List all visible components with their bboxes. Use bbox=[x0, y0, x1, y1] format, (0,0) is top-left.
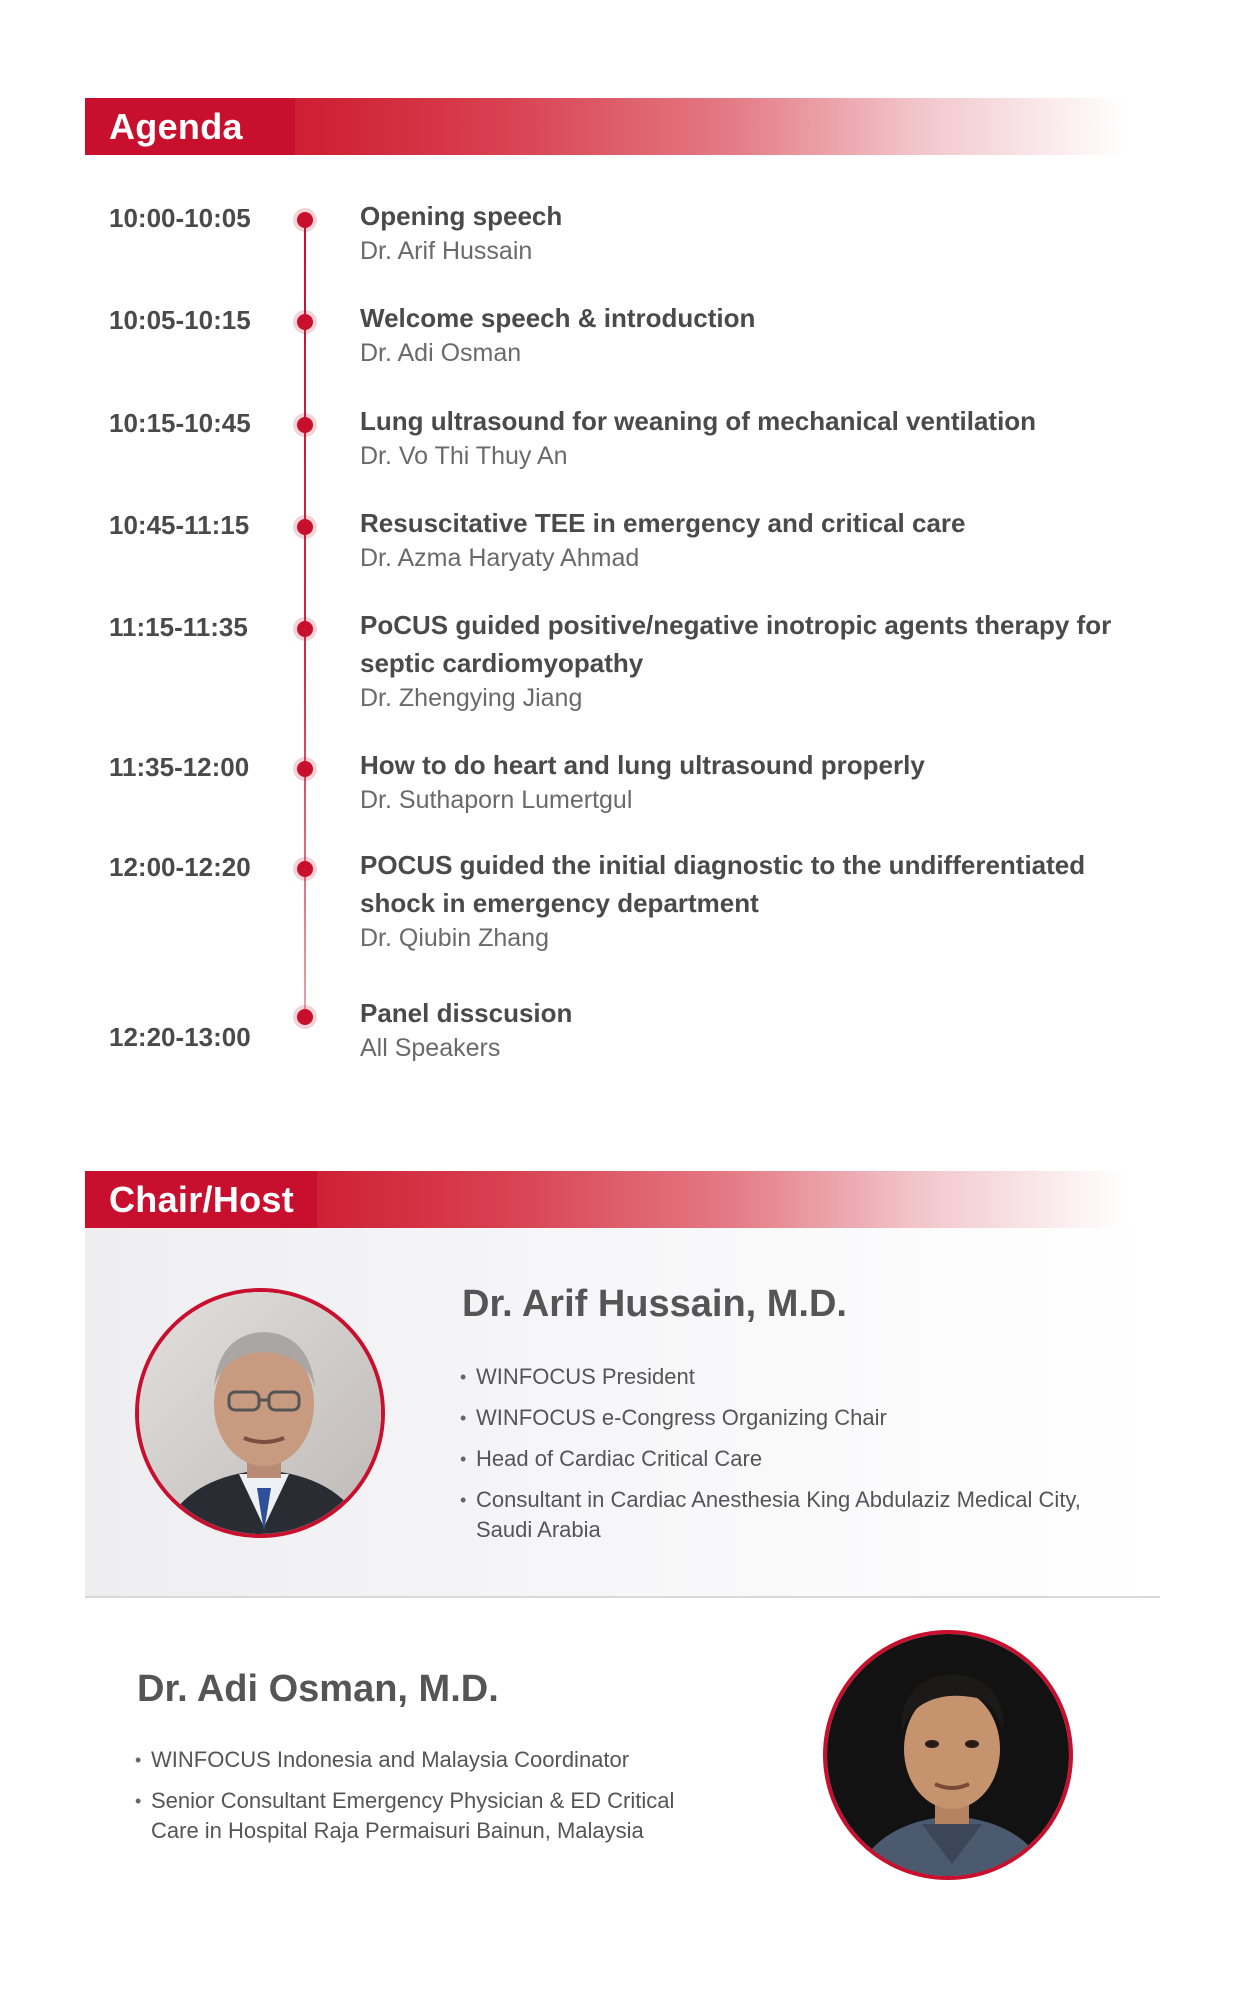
timeline-dot bbox=[297, 761, 313, 777]
timeline-dot bbox=[297, 314, 313, 330]
agenda-title: Opening speech bbox=[360, 201, 563, 231]
agenda-title: Lung ultrasound for weaning of mechanical ventilation bbox=[360, 406, 1037, 436]
timeline-dot bbox=[297, 1009, 313, 1025]
bullet-item: • Head of Cardiac Critical Care bbox=[460, 1444, 1130, 1474]
agenda-speaker: Dr. Adi Osman bbox=[360, 339, 522, 367]
agenda-speaker: Dr. Zhengying Jiang bbox=[360, 684, 583, 712]
timeline-dot bbox=[297, 417, 313, 433]
bullet-item: • Senior Consultant Emergency Physician & ED Critical Care in Hospital Raja Permaisuri Bainun, Malaysia bbox=[135, 1786, 725, 1846]
host-bullets-adi-osman bbox=[135, 1745, 725, 1857]
bullet-item: • WINFOCUS Indonesia and Malaysia Coordinator bbox=[135, 1745, 725, 1775]
agenda-time: 10:45-11:15 bbox=[109, 510, 250, 540]
portrait-arif-hussain-image bbox=[139, 1292, 385, 1538]
agenda-time: 12:20-13:00 bbox=[109, 1022, 251, 1052]
agenda-title: Resuscitative TEE in emergency and critical care bbox=[360, 508, 966, 538]
agenda-title: Panel disscusion bbox=[360, 998, 573, 1028]
agenda-speaker: All Speakers bbox=[360, 1034, 501, 1062]
agenda-title: Welcome speech & introduction bbox=[360, 303, 756, 333]
chair-header bbox=[85, 1171, 1125, 1228]
host-bullets-arif-hussain bbox=[460, 1362, 1130, 1556]
agenda-time: 10:05-10:15 bbox=[109, 305, 251, 335]
bullet-item: • WINFOCUS President bbox=[460, 1362, 1130, 1392]
chair-heading: Chair/Host bbox=[109, 1179, 295, 1220]
agenda-speaker: Dr. Vo Thi Thuy An bbox=[360, 442, 568, 470]
avatar-adi-osman bbox=[823, 1630, 1073, 1880]
agenda-title: POCUS guided the initial diagnostic to the undifferentiated shock in emergency department bbox=[360, 850, 1086, 918]
host-name-arif-hussain: Dr. Arif Hussain, M.D. bbox=[462, 1283, 847, 1325]
host-name-adi-osman: Dr. Adi Osman, M.D. bbox=[137, 1668, 499, 1710]
timeline-dot bbox=[297, 861, 313, 877]
agenda-heading: Agenda bbox=[109, 106, 243, 147]
agenda-time: 11:15-11:35 bbox=[109, 612, 248, 642]
host-divider bbox=[85, 1596, 1160, 1598]
agenda-speaker: Dr. Qiubin Zhang bbox=[360, 924, 549, 952]
bullet-item: • WINFOCUS e-Congress Organizing Chair bbox=[460, 1403, 1130, 1433]
agenda-time: 12:00-12:20 bbox=[109, 852, 251, 882]
agenda-speaker: Dr. Suthaporn Lumertgul bbox=[360, 786, 633, 814]
agenda-speaker: Dr. Arif Hussain bbox=[360, 237, 533, 265]
bullet-item: • Consultant in Cardiac Anesthesia King Abdulaziz Medical City, Saudi Arabia bbox=[460, 1485, 1130, 1545]
agenda-title: How to do heart and lung ultrasound properly bbox=[360, 750, 925, 780]
timeline-dot bbox=[297, 212, 313, 228]
agenda-header bbox=[85, 98, 1125, 155]
avatar-arif-hussain bbox=[135, 1288, 385, 1538]
agenda-speaker: Dr. Azma Haryaty Ahmad bbox=[360, 544, 640, 572]
timeline-dot bbox=[297, 621, 313, 637]
agenda-time: 10:15-10:45 bbox=[109, 408, 251, 438]
portrait-adi-osman-image bbox=[827, 1634, 1073, 1880]
timeline-dot bbox=[297, 519, 313, 535]
agenda-title: PoCUS guided positive/negative inotropic agents therapy for septic cardiomyopathy bbox=[360, 610, 1112, 678]
timeline-line bbox=[304, 218, 306, 1018]
agenda-time: 11:35-12:00 bbox=[109, 752, 250, 782]
agenda-time: 10:00-10:05 bbox=[109, 203, 251, 233]
